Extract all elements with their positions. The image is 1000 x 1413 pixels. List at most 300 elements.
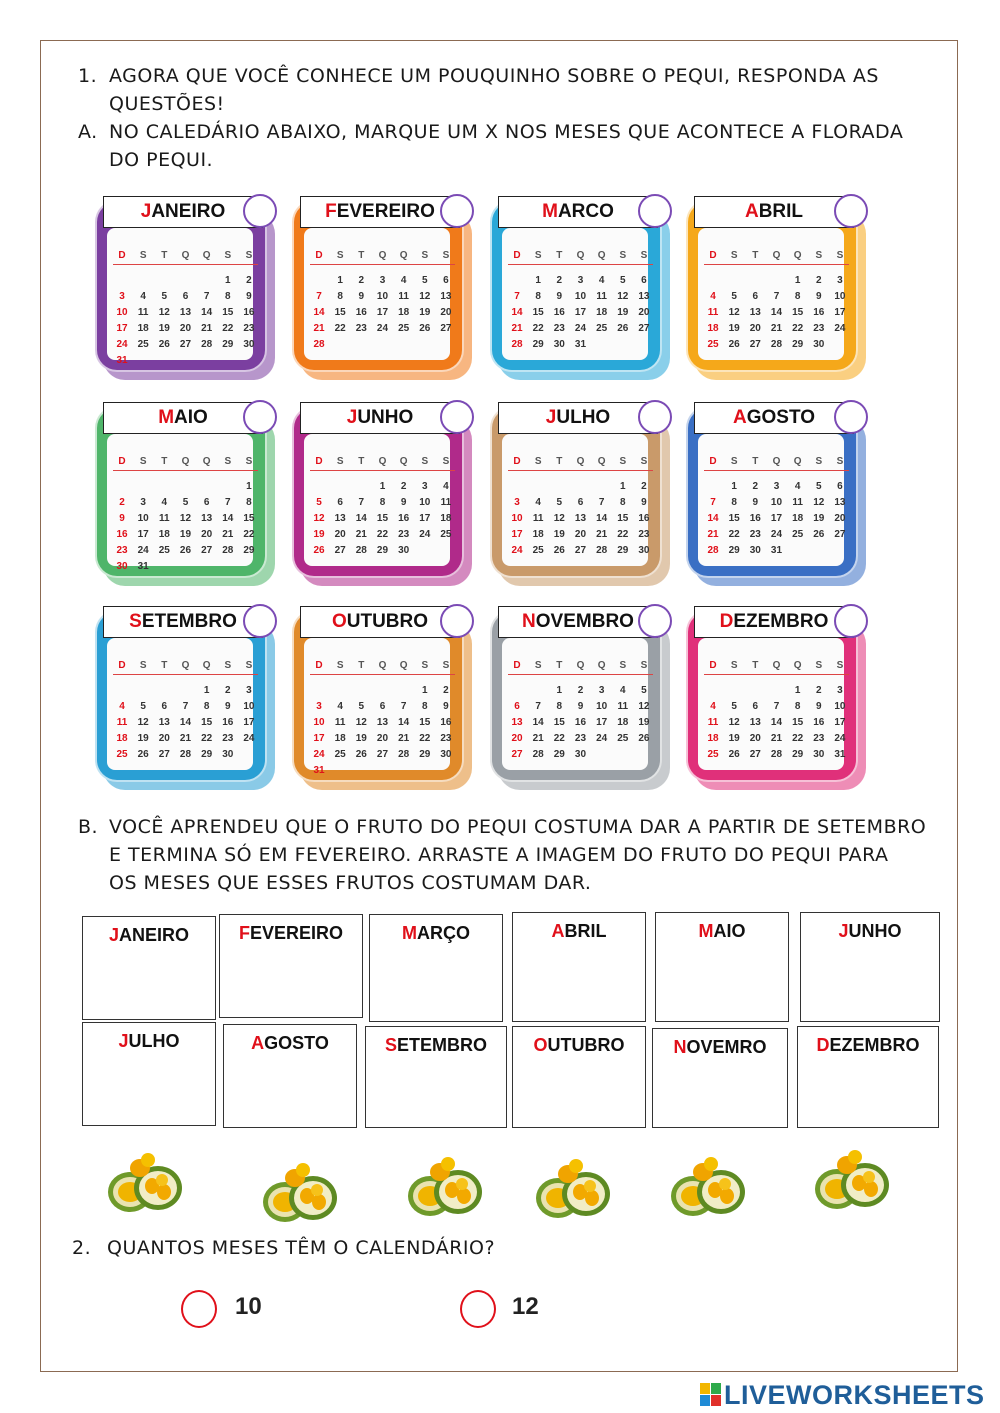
calendar-day xyxy=(176,559,194,575)
weekday-label: D xyxy=(315,660,323,671)
calendar-card xyxy=(686,406,866,586)
pequi-fruit-icon[interactable] xyxy=(106,1148,186,1218)
calendar-day: 20 xyxy=(334,529,346,540)
calendar-day: 15 xyxy=(792,307,804,318)
calendar-day: 30 xyxy=(813,339,825,350)
month-drop-box[interactable] xyxy=(219,914,363,1018)
calendar-day: 15 xyxy=(222,307,234,318)
calendar-day: 16 xyxy=(749,513,761,524)
question-b xyxy=(78,813,968,897)
liveworksheets-logo[interactable] xyxy=(700,1380,985,1411)
calendar-week-row xyxy=(508,699,653,715)
calendar-day: 11 xyxy=(398,291,409,302)
calendar-day: 10 xyxy=(511,513,523,524)
weekday-label: T xyxy=(161,660,168,671)
weekday-label: D xyxy=(709,456,717,467)
question-a-text-line1: NO CALEDÁRIO ABAIXO, MARQUE UM X NOS MESES QUE ACONTECE A FLORADA xyxy=(109,121,904,143)
calendar-day: 19 xyxy=(313,529,325,540)
calendar-day: 12 xyxy=(313,513,325,524)
month-initial: F xyxy=(325,201,337,222)
weekday-label: S xyxy=(534,250,542,261)
calendar-day xyxy=(240,747,258,763)
calendar-week-row xyxy=(113,699,258,715)
month-initial: J xyxy=(108,925,119,945)
calendar-week-row xyxy=(704,683,849,699)
calendar-day: 12 xyxy=(728,307,740,318)
weekday-label: T xyxy=(752,660,759,671)
calendar-day: 14 xyxy=(201,307,213,318)
month-initial: M xyxy=(158,407,175,428)
option-12-label: 12 xyxy=(512,1293,539,1320)
month-initial: M xyxy=(698,921,714,941)
calendar-day: 17 xyxy=(770,513,783,524)
calendar-day: 25 xyxy=(398,323,410,334)
calendar-day: 21 xyxy=(596,529,608,540)
calendar-day: 19 xyxy=(355,733,367,744)
calendar-day: 27 xyxy=(638,323,650,334)
calendar-month-label xyxy=(103,606,263,638)
calendar-day xyxy=(789,543,807,559)
calendar-day: 5 xyxy=(358,701,365,712)
calendar-card xyxy=(490,406,670,586)
calendar-day: 21 xyxy=(398,733,410,744)
calendar-day: 14 xyxy=(511,307,523,318)
calendar-day: 29 xyxy=(243,545,255,556)
question-2-text: QUANTOS MESES TÊM O CALENDÁRIO? xyxy=(107,1237,496,1259)
month-name-rest: ARÇO xyxy=(417,923,470,943)
calendar-day xyxy=(767,683,785,699)
month-drop-box[interactable] xyxy=(512,1026,646,1128)
month-name-rest: EZEMBRO xyxy=(829,1035,920,1055)
calendar-week-row xyxy=(508,527,653,543)
calendar-day: 19 xyxy=(813,513,825,524)
calendar-day: 11 xyxy=(440,497,452,508)
calendar-day: 29 xyxy=(728,545,740,556)
month-drop-box[interactable] xyxy=(82,1022,216,1126)
calendar-day: 24 xyxy=(574,323,587,334)
calendar-day: 22 xyxy=(243,529,255,540)
calendar-day xyxy=(331,763,349,779)
calendar-day: 23 xyxy=(116,545,128,556)
calendar-day: 8 xyxy=(731,497,737,508)
question-1 xyxy=(78,62,938,118)
calendar-day xyxy=(198,273,216,289)
calendar-day xyxy=(310,479,328,495)
month-initial: N xyxy=(673,1037,687,1057)
month-name-rest: AIO xyxy=(174,407,208,428)
calendar-day: 17 xyxy=(834,717,846,728)
calendar-day: 24 xyxy=(834,733,846,744)
weekday-label: S xyxy=(336,456,344,467)
calendar-day: 10 xyxy=(376,291,389,302)
weekday-label: S xyxy=(421,456,429,467)
calendar-day xyxy=(831,337,849,353)
calendar-week-row xyxy=(310,715,455,731)
calendar-day xyxy=(310,683,328,699)
month-drop-box[interactable] xyxy=(223,1024,357,1128)
calendar-week-row xyxy=(508,495,653,511)
calendar-day: 22 xyxy=(334,323,346,334)
weekday-label: S xyxy=(139,456,147,467)
calendar-day: 3 xyxy=(598,685,605,696)
calendar-week-row xyxy=(310,321,455,337)
calendar-day xyxy=(593,479,611,495)
calendar-week-row xyxy=(508,289,653,305)
calendar-day: 15 xyxy=(553,717,565,728)
calendar-day: 22 xyxy=(376,529,389,540)
calendar-day: 20 xyxy=(834,513,846,524)
calendar-day: 6 xyxy=(379,701,386,712)
calendar-day: 15 xyxy=(792,717,804,728)
month-mark-circle[interactable] xyxy=(834,400,868,434)
calendar-week-row xyxy=(508,683,653,699)
weekday-header xyxy=(310,456,455,471)
calendar-day: 16 xyxy=(813,307,825,318)
calendar-day: 8 xyxy=(203,701,210,712)
question-b-text-line3: OS MESES QUE ESSES FRUTOS COSTUMAM DAR. xyxy=(109,872,592,894)
calendar-day: 18 xyxy=(398,307,410,318)
calendar-day: 6 xyxy=(752,701,759,712)
calendar-day: 2 xyxy=(577,685,584,696)
calendar-day xyxy=(635,747,653,763)
calendar-day xyxy=(725,683,743,699)
calendar-day: 9 xyxy=(246,291,252,302)
calendar-day: 22 xyxy=(617,529,629,540)
calendar-day: 17 xyxy=(834,307,846,318)
calendar-week-row xyxy=(310,731,455,747)
calendar-day: 27 xyxy=(440,323,452,334)
calendar-day: 14 xyxy=(707,513,719,524)
calendar-day: 1 xyxy=(203,685,210,696)
calendar-day: 19 xyxy=(137,733,149,744)
calendar-day: 20 xyxy=(440,307,452,318)
month-mark-circle[interactable] xyxy=(243,604,277,638)
calendar-week-row xyxy=(113,683,258,699)
month-drop-box[interactable] xyxy=(365,1026,507,1128)
weekday-label: S xyxy=(139,250,147,261)
month-mark-circle[interactable] xyxy=(638,604,672,638)
calendar-day xyxy=(508,683,526,699)
calendar-day: 17 xyxy=(419,513,431,524)
weekday-label: Q xyxy=(576,456,585,467)
calendar-day: 23 xyxy=(638,529,650,540)
calendar-day: 4 xyxy=(620,685,626,696)
calendar-day xyxy=(373,683,391,699)
month-drop-box[interactable] xyxy=(369,914,503,1022)
question-b-text-line1: VOCÊ APRENDEU QUE O FRUTO DO PEQUI COSTUMA DAR A PARTIR DE SETEMBRO xyxy=(109,816,927,838)
calendar-day: 22 xyxy=(201,733,213,744)
month-initial: J xyxy=(545,407,557,428)
calendar-day: 27 xyxy=(511,749,523,760)
month-name-rest: AIO xyxy=(713,921,746,941)
calendar-day: 1 xyxy=(246,481,252,492)
calendar-day: 25 xyxy=(158,545,170,556)
month-mark-circle[interactable] xyxy=(638,194,672,228)
option-12-radio[interactable] xyxy=(460,1290,496,1328)
month-mark-circle[interactable] xyxy=(440,400,474,434)
calendar-day: 30 xyxy=(574,749,587,760)
calendar-day: 7 xyxy=(182,701,189,712)
calendar-day xyxy=(176,683,194,699)
calendar-day: 2 xyxy=(443,685,449,696)
calendar-week-row xyxy=(704,747,849,763)
calendar-day: 20 xyxy=(511,733,523,744)
calendar-day: 20 xyxy=(638,307,650,318)
question-a xyxy=(78,118,958,174)
calendar-day: 2 xyxy=(641,481,647,492)
calendar-day: 28 xyxy=(770,339,783,350)
question-1-text-line1: AGORA QUE VOCÊ CONHECE UM POUQUINHO SOBRE O PEQUI, RESPONDA AS xyxy=(109,65,879,87)
weekday-header xyxy=(113,660,258,675)
calendar-day: 11 xyxy=(137,307,149,318)
month-name-rest: ETEMBRO xyxy=(141,611,237,632)
calendar-day: 12 xyxy=(728,717,740,728)
calendar-day: 10 xyxy=(834,701,846,712)
weekday-label: D xyxy=(513,250,521,261)
calendar-days-grid xyxy=(310,660,455,779)
pequi-fruit-icon[interactable] xyxy=(261,1158,341,1228)
calendar-day: 31 xyxy=(574,339,587,350)
weekday-label: S xyxy=(224,250,232,261)
weekday-label: Q xyxy=(181,660,190,671)
calendar-day: 9 xyxy=(400,497,407,508)
month-name-rest: BRIL xyxy=(758,201,804,222)
calendar-day: 14 xyxy=(532,717,544,728)
calendar-day: 27 xyxy=(158,749,170,760)
month-mark-circle[interactable] xyxy=(243,194,277,228)
calendar-day: 23 xyxy=(355,323,367,334)
calendar-day xyxy=(155,353,173,369)
pequi-fruit-icon[interactable] xyxy=(406,1152,486,1222)
weekday-label: S xyxy=(336,250,344,261)
calendar-day: 12 xyxy=(419,291,431,302)
calendar-day: 25 xyxy=(617,733,629,744)
calendar-day: 21 xyxy=(511,323,523,334)
month-mark-circle[interactable] xyxy=(834,604,868,638)
calendar-month-label xyxy=(498,606,658,638)
calendar-day: 30 xyxy=(813,749,825,760)
calendar-day: 9 xyxy=(358,291,365,302)
month-drop-box[interactable] xyxy=(797,1026,939,1128)
calendar-day xyxy=(352,683,370,699)
weekday-label: Q xyxy=(576,250,585,261)
calendar-month-label xyxy=(498,196,658,228)
calendar-day: 30 xyxy=(116,561,128,572)
calendar-day: 8 xyxy=(422,701,428,712)
weekday-label: S xyxy=(245,250,253,261)
weekday-label: Q xyxy=(772,456,781,467)
calendar-day: 13 xyxy=(334,513,346,524)
calendar-day: 22 xyxy=(728,529,740,540)
month-initial: F xyxy=(238,923,250,943)
calendar-day: 9 xyxy=(752,497,759,508)
calendar-day: 25 xyxy=(707,339,719,350)
calendar-day xyxy=(416,763,434,779)
calendar-day: 14 xyxy=(222,513,234,524)
calendar-week-row xyxy=(704,715,849,731)
weekday-label: D xyxy=(709,660,717,671)
calendar-week-row xyxy=(113,273,258,289)
calendar-day: 27 xyxy=(749,749,761,760)
calendar-day: 9 xyxy=(816,701,822,712)
calendar-day: 22 xyxy=(553,733,565,744)
calendar-day: 15 xyxy=(419,717,431,728)
calendar-day: 28 xyxy=(532,749,544,760)
calendar-day: 26 xyxy=(728,749,740,760)
calendar-day: 12 xyxy=(355,717,367,728)
calendar-day: 2 xyxy=(246,275,252,286)
calendar-week-row xyxy=(113,715,258,731)
weekday-label: T xyxy=(556,250,563,261)
weekday-label: Q xyxy=(772,660,781,671)
question-b-letter: B. xyxy=(78,816,99,838)
calendar-day: 10 xyxy=(313,717,325,728)
calendar-week-row xyxy=(704,511,849,527)
calendar-day: 8 xyxy=(535,291,541,302)
month-name-rest: OVEMBRO xyxy=(535,611,634,632)
calendar-day: 26 xyxy=(137,749,149,760)
calendar-day: 24 xyxy=(834,323,846,334)
calendar-month-label xyxy=(694,196,854,228)
calendar-day: 10 xyxy=(137,513,149,524)
calendar-day: 19 xyxy=(419,307,431,318)
month-initial: A xyxy=(251,1033,265,1053)
weekday-label: S xyxy=(336,660,344,671)
calendar-day: 21 xyxy=(770,733,783,744)
calendar-day: 28 xyxy=(398,749,410,760)
month-mark-circle[interactable] xyxy=(638,400,672,434)
calendar-day: 29 xyxy=(617,545,629,556)
weekday-label: D xyxy=(118,456,126,467)
calendar-day: 23 xyxy=(813,733,825,744)
calendar-day: 18 xyxy=(707,733,719,744)
weekday-label: T xyxy=(161,456,168,467)
weekday-label: Q xyxy=(576,660,585,671)
calendar-day: 25 xyxy=(707,749,719,760)
calendar-day xyxy=(310,273,328,289)
calendar-day xyxy=(331,337,349,353)
calendar-day: 6 xyxy=(641,275,647,286)
calendar-day: 11 xyxy=(707,307,719,318)
calendar-day xyxy=(437,763,455,779)
month-drop-box[interactable] xyxy=(82,916,216,1020)
calendar-day: 31 xyxy=(313,765,325,776)
month-mark-circle[interactable] xyxy=(440,604,474,638)
calendar-day: 25 xyxy=(596,323,608,334)
calendar-day: 6 xyxy=(837,481,843,492)
calendar-month-label xyxy=(498,402,658,434)
calendar-day: 24 xyxy=(511,545,523,556)
month-drop-box[interactable] xyxy=(512,912,646,1022)
calendar-day: 16 xyxy=(574,717,587,728)
month-initial: D xyxy=(816,1035,830,1055)
calendar-day: 18 xyxy=(792,513,804,524)
month-mark-circle[interactable] xyxy=(243,400,277,434)
calendar-day: 17 xyxy=(574,307,587,318)
calendar-day: 30 xyxy=(749,545,761,556)
calendar-week-row xyxy=(704,699,849,715)
calendar-day: 4 xyxy=(710,291,716,302)
calendar-day: 23 xyxy=(243,323,255,334)
calendar-day: 10 xyxy=(596,701,608,712)
month-drop-box[interactable] xyxy=(655,912,789,1022)
month-mark-circle[interactable] xyxy=(834,194,868,228)
calendar-day: 1 xyxy=(556,685,563,696)
calendar-day xyxy=(219,559,237,575)
calendar-day: 4 xyxy=(794,481,801,492)
liveworksheets-logo-icon xyxy=(700,1383,722,1407)
calendar-day: 7 xyxy=(358,497,365,508)
calendar-day: 18 xyxy=(707,323,719,334)
month-mark-circle[interactable] xyxy=(440,194,474,228)
weekday-label: T xyxy=(752,456,759,467)
weekday-label: T xyxy=(358,250,365,261)
option-10-radio[interactable] xyxy=(181,1290,217,1328)
calendar-day: 12 xyxy=(179,513,192,524)
weekday-label: Q xyxy=(378,660,387,671)
calendar-day: 10 xyxy=(834,291,846,302)
calendar-day: 14 xyxy=(770,717,783,728)
weekday-label: Q xyxy=(793,250,802,261)
calendar-day: 16 xyxy=(398,513,410,524)
calendar-day: 27 xyxy=(574,545,587,556)
calendar-day: 3 xyxy=(246,685,252,696)
calendar-day: 13 xyxy=(376,717,389,728)
pequi-fruit-icon[interactable] xyxy=(813,1145,893,1215)
calendar-day: 17 xyxy=(313,733,325,744)
calendar-day: 27 xyxy=(834,529,846,540)
calendar-day: 28 xyxy=(355,545,367,556)
month-initial: J xyxy=(838,921,849,941)
weekday-header xyxy=(508,250,653,265)
calendar-day xyxy=(155,683,173,699)
weekday-label: Q xyxy=(378,456,387,467)
calendar-month-label xyxy=(694,402,854,434)
calendar-day: 11 xyxy=(707,717,719,728)
calendar-week-row xyxy=(310,763,455,779)
calendar-day: 31 xyxy=(137,561,149,572)
calendar-day: 17 xyxy=(137,529,149,540)
calendar-day xyxy=(593,337,611,353)
calendar-day: 23 xyxy=(440,733,452,744)
calendar-day: 18 xyxy=(158,529,170,540)
calendar-day: 19 xyxy=(158,323,170,334)
calendar-day: 12 xyxy=(553,513,565,524)
calendar-day: 6 xyxy=(161,701,168,712)
weekday-label: Q xyxy=(378,250,387,261)
month-name-rest: ARCO xyxy=(557,201,614,222)
calendar-day: 11 xyxy=(532,513,544,524)
calendar-day: 10 xyxy=(116,307,128,318)
month-initial: O xyxy=(533,1035,548,1055)
calendar-day: 17 xyxy=(511,529,523,540)
weekday-label: S xyxy=(619,456,627,467)
calendar-day: 16 xyxy=(440,717,452,728)
calendar-day: 5 xyxy=(316,497,322,508)
calendar-day xyxy=(614,747,632,763)
month-drop-box[interactable] xyxy=(652,1028,788,1128)
pequi-fruit-icon[interactable] xyxy=(534,1154,614,1224)
calendar-day xyxy=(529,479,547,495)
calendar-day: 2 xyxy=(816,275,822,286)
month-drop-box[interactable] xyxy=(800,912,940,1022)
question-a-text-line2: DO PEQUI. xyxy=(109,149,214,171)
calendar-day: 7 xyxy=(535,701,541,712)
calendar-day xyxy=(219,353,237,369)
pequi-fruit-icon[interactable] xyxy=(669,1152,749,1222)
calendar-day: 5 xyxy=(556,497,563,508)
weekday-label: Q xyxy=(793,660,802,671)
